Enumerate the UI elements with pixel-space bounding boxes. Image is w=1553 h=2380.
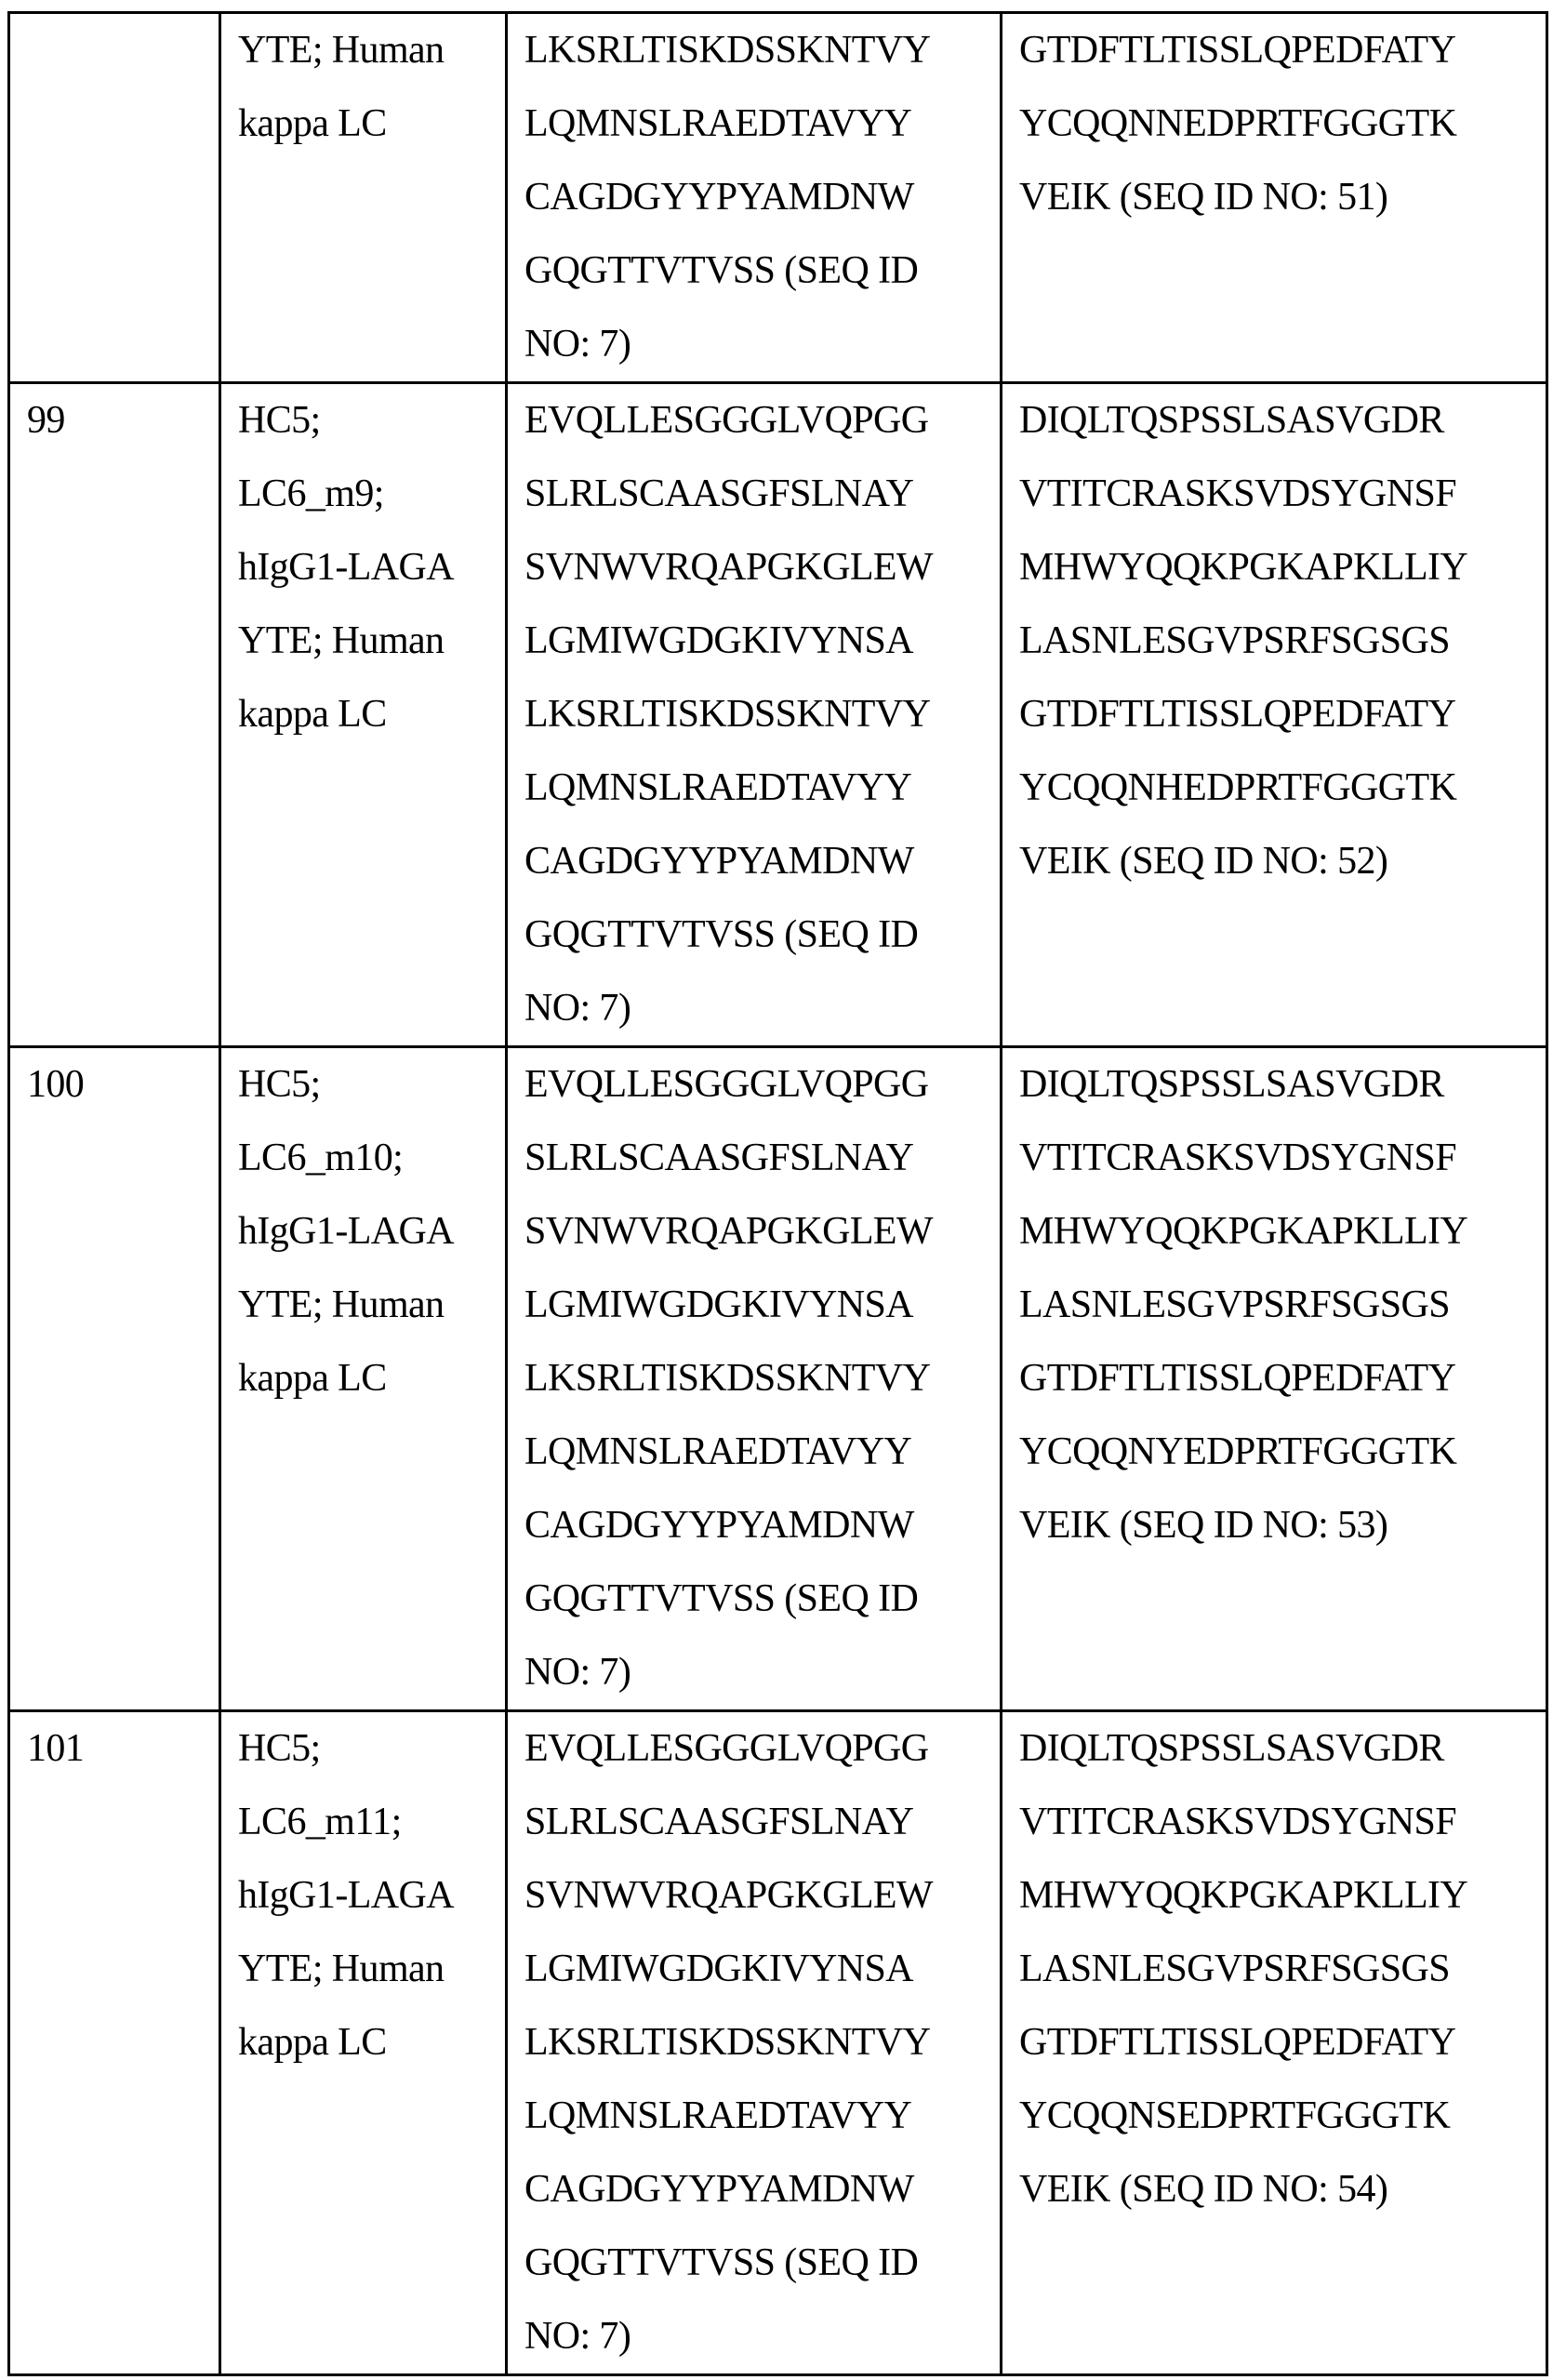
- row-number: 99: [27, 399, 65, 442]
- light-chain-line: VEIK (SEQ ID NO: 51): [1019, 176, 1388, 219]
- light-chain-line: MHWYQQKPGKAPKLLIY: [1019, 1874, 1468, 1917]
- heavy-chain-line: NO: 7): [524, 1651, 631, 1694]
- heavy-chain-line: EVQLLESGGGLVQPGG: [524, 1063, 929, 1106]
- description-line: kappa LC: [238, 102, 387, 145]
- heavy-chain-line: LQMNSLRAEDTAVYY: [524, 1430, 912, 1473]
- light-chain-line: VTITCRASKSVDSYGNSF: [1019, 1137, 1456, 1179]
- description-line: HC5;: [238, 1727, 321, 1770]
- light-chain-line: GTDFTLTISSLQPEDFATY: [1019, 2021, 1456, 2064]
- table-row: [9, 1047, 1547, 1711]
- light-chain-line: MHWYQQKPGKAPKLLIY: [1019, 546, 1468, 589]
- heavy-chain-line: LGMIWGDGKIVYNSA: [524, 1948, 913, 1990]
- description-line: YTE; Human: [238, 1948, 445, 1990]
- heavy-chain-line: GQGTTVTVSS (SEQ ID: [524, 913, 919, 956]
- heavy-chain-line: SLRLSCAASGFSLNAY: [524, 472, 914, 515]
- description-line: LC6_m9;: [238, 472, 384, 515]
- heavy-chain-cell: [507, 1711, 1002, 2375]
- heavy-chain-line: LQMNSLRAEDTAVYY: [524, 102, 912, 145]
- light-chain-cell: [1002, 1711, 1547, 2375]
- heavy-chain-line: SVNWVRQAPGKGLEW: [524, 546, 933, 589]
- heavy-chain-line: CAGDGYYPYAMDNW: [524, 840, 914, 883]
- description-cell: [220, 13, 507, 383]
- heavy-chain-line: LKSRLTISKDSSKNTVY: [524, 29, 931, 72]
- light-chain-line: VTITCRASKSVDSYGNSF: [1019, 1801, 1456, 1843]
- heavy-chain-line: NO: 7): [524, 987, 631, 1030]
- table-row: [9, 1711, 1547, 2375]
- number-cell: [9, 13, 220, 383]
- number-cell: [9, 1047, 220, 1711]
- light-chain-cell: [1002, 383, 1547, 1047]
- description-line: kappa LC: [238, 1357, 387, 1400]
- light-chain-line: VEIK (SEQ ID NO: 52): [1019, 840, 1388, 883]
- row-number: 100: [27, 1063, 85, 1106]
- description-line: HC5;: [238, 399, 321, 442]
- heavy-chain-line: LGMIWGDGKIVYNSA: [524, 1283, 913, 1326]
- light-chain-line: VEIK (SEQ ID NO: 53): [1019, 1504, 1388, 1547]
- number-cell: [9, 1711, 220, 2375]
- light-chain-line: YCQQNHEDPRTFGGGTK: [1019, 766, 1457, 809]
- heavy-chain-cell: [507, 13, 1002, 383]
- heavy-chain-line: LGMIWGDGKIVYNSA: [524, 619, 913, 662]
- sequence-table-body: [9, 13, 1547, 2375]
- light-chain-line: DIQLTQSPSSLSASVGDR: [1019, 399, 1444, 442]
- number-cell: [9, 383, 220, 1047]
- light-chain-line: LASNLESGVPSRFSGSGS: [1019, 619, 1451, 662]
- heavy-chain-line: SVNWVRQAPGKGLEW: [524, 1874, 933, 1917]
- heavy-chain-line: LKSRLTISKDSSKNTVY: [524, 693, 931, 736]
- heavy-chain-line: GQGTTVTVSS (SEQ ID: [524, 249, 919, 292]
- description-cell: [220, 1711, 507, 2375]
- heavy-chain-line: EVQLLESGGGLVQPGG: [524, 399, 929, 442]
- light-chain-cell: [1002, 13, 1547, 383]
- heavy-chain-cell: [507, 1047, 1002, 1711]
- heavy-chain-line: LKSRLTISKDSSKNTVY: [524, 1357, 931, 1400]
- light-chain-line: YCQQNYEDPRTFGGGTK: [1019, 1430, 1457, 1473]
- heavy-chain-line: NO: 7): [524, 323, 631, 366]
- heavy-chain-line: CAGDGYYPYAMDNW: [524, 2168, 914, 2211]
- light-chain-line: VEIK (SEQ ID NO: 54): [1019, 2168, 1388, 2211]
- light-chain-line: GTDFTLTISSLQPEDFATY: [1019, 1357, 1456, 1400]
- light-chain-line: YCQQNNEDPRTFGGGTK: [1019, 102, 1457, 145]
- heavy-chain-line: LKSRLTISKDSSKNTVY: [524, 2021, 931, 2064]
- light-chain-line: GTDFTLTISSLQPEDFATY: [1019, 29, 1456, 72]
- description-cell: [220, 383, 507, 1047]
- sequence-table: [7, 11, 1548, 2376]
- row-number: 101: [27, 1727, 85, 1770]
- description-line: kappa LC: [238, 2021, 387, 2064]
- description-line: LC6_m11;: [238, 1801, 402, 1843]
- light-chain-line: LASNLESGVPSRFSGSGS: [1019, 1283, 1451, 1326]
- heavy-chain-line: GQGTTVTVSS (SEQ ID: [524, 2241, 919, 2284]
- light-chain-line: GTDFTLTISSLQPEDFATY: [1019, 693, 1456, 736]
- description-line: hIgG1-LAGA: [238, 1210, 454, 1253]
- description-line: YTE; Human: [238, 619, 445, 662]
- heavy-chain-line: GQGTTVTVSS (SEQ ID: [524, 1577, 919, 1620]
- light-chain-line: LASNLESGVPSRFSGSGS: [1019, 1948, 1451, 1990]
- description-cell: [220, 1047, 507, 1711]
- heavy-chain-line: LQMNSLRAEDTAVYY: [524, 766, 912, 809]
- heavy-chain-line: CAGDGYYPYAMDNW: [524, 176, 914, 219]
- light-chain-line: DIQLTQSPSSLSASVGDR: [1019, 1727, 1444, 1770]
- table-row: [9, 13, 1547, 383]
- light-chain-line: DIQLTQSPSSLSASVGDR: [1019, 1063, 1444, 1106]
- light-chain-line: MHWYQQKPGKAPKLLIY: [1019, 1210, 1468, 1253]
- heavy-chain-line: CAGDGYYPYAMDNW: [524, 1504, 914, 1547]
- description-line: YTE; Human: [238, 1283, 445, 1326]
- heavy-chain-line: NO: 7): [524, 2315, 631, 2358]
- heavy-chain-line: EVQLLESGGGLVQPGG: [524, 1727, 929, 1770]
- description-line: hIgG1-LAGA: [238, 546, 454, 589]
- heavy-chain-line: SLRLSCAASGFSLNAY: [524, 1137, 914, 1179]
- heavy-chain-line: SVNWVRQAPGKGLEW: [524, 1210, 933, 1253]
- description-line: kappa LC: [238, 693, 387, 736]
- heavy-chain-cell: [507, 383, 1002, 1047]
- description-line: LC6_m10;: [238, 1137, 404, 1179]
- heavy-chain-line: SLRLSCAASGFSLNAY: [524, 1801, 914, 1843]
- light-chain-cell: [1002, 1047, 1547, 1711]
- light-chain-line: VTITCRASKSVDSYGNSF: [1019, 472, 1456, 515]
- description-line: hIgG1-LAGA: [238, 1874, 454, 1917]
- heavy-chain-line: LQMNSLRAEDTAVYY: [524, 2094, 912, 2137]
- description-line: YTE; Human: [238, 29, 445, 72]
- description-line: HC5;: [238, 1063, 321, 1106]
- table-row: [9, 383, 1547, 1047]
- light-chain-line: YCQQNSEDPRTFGGGTK: [1019, 2094, 1451, 2137]
